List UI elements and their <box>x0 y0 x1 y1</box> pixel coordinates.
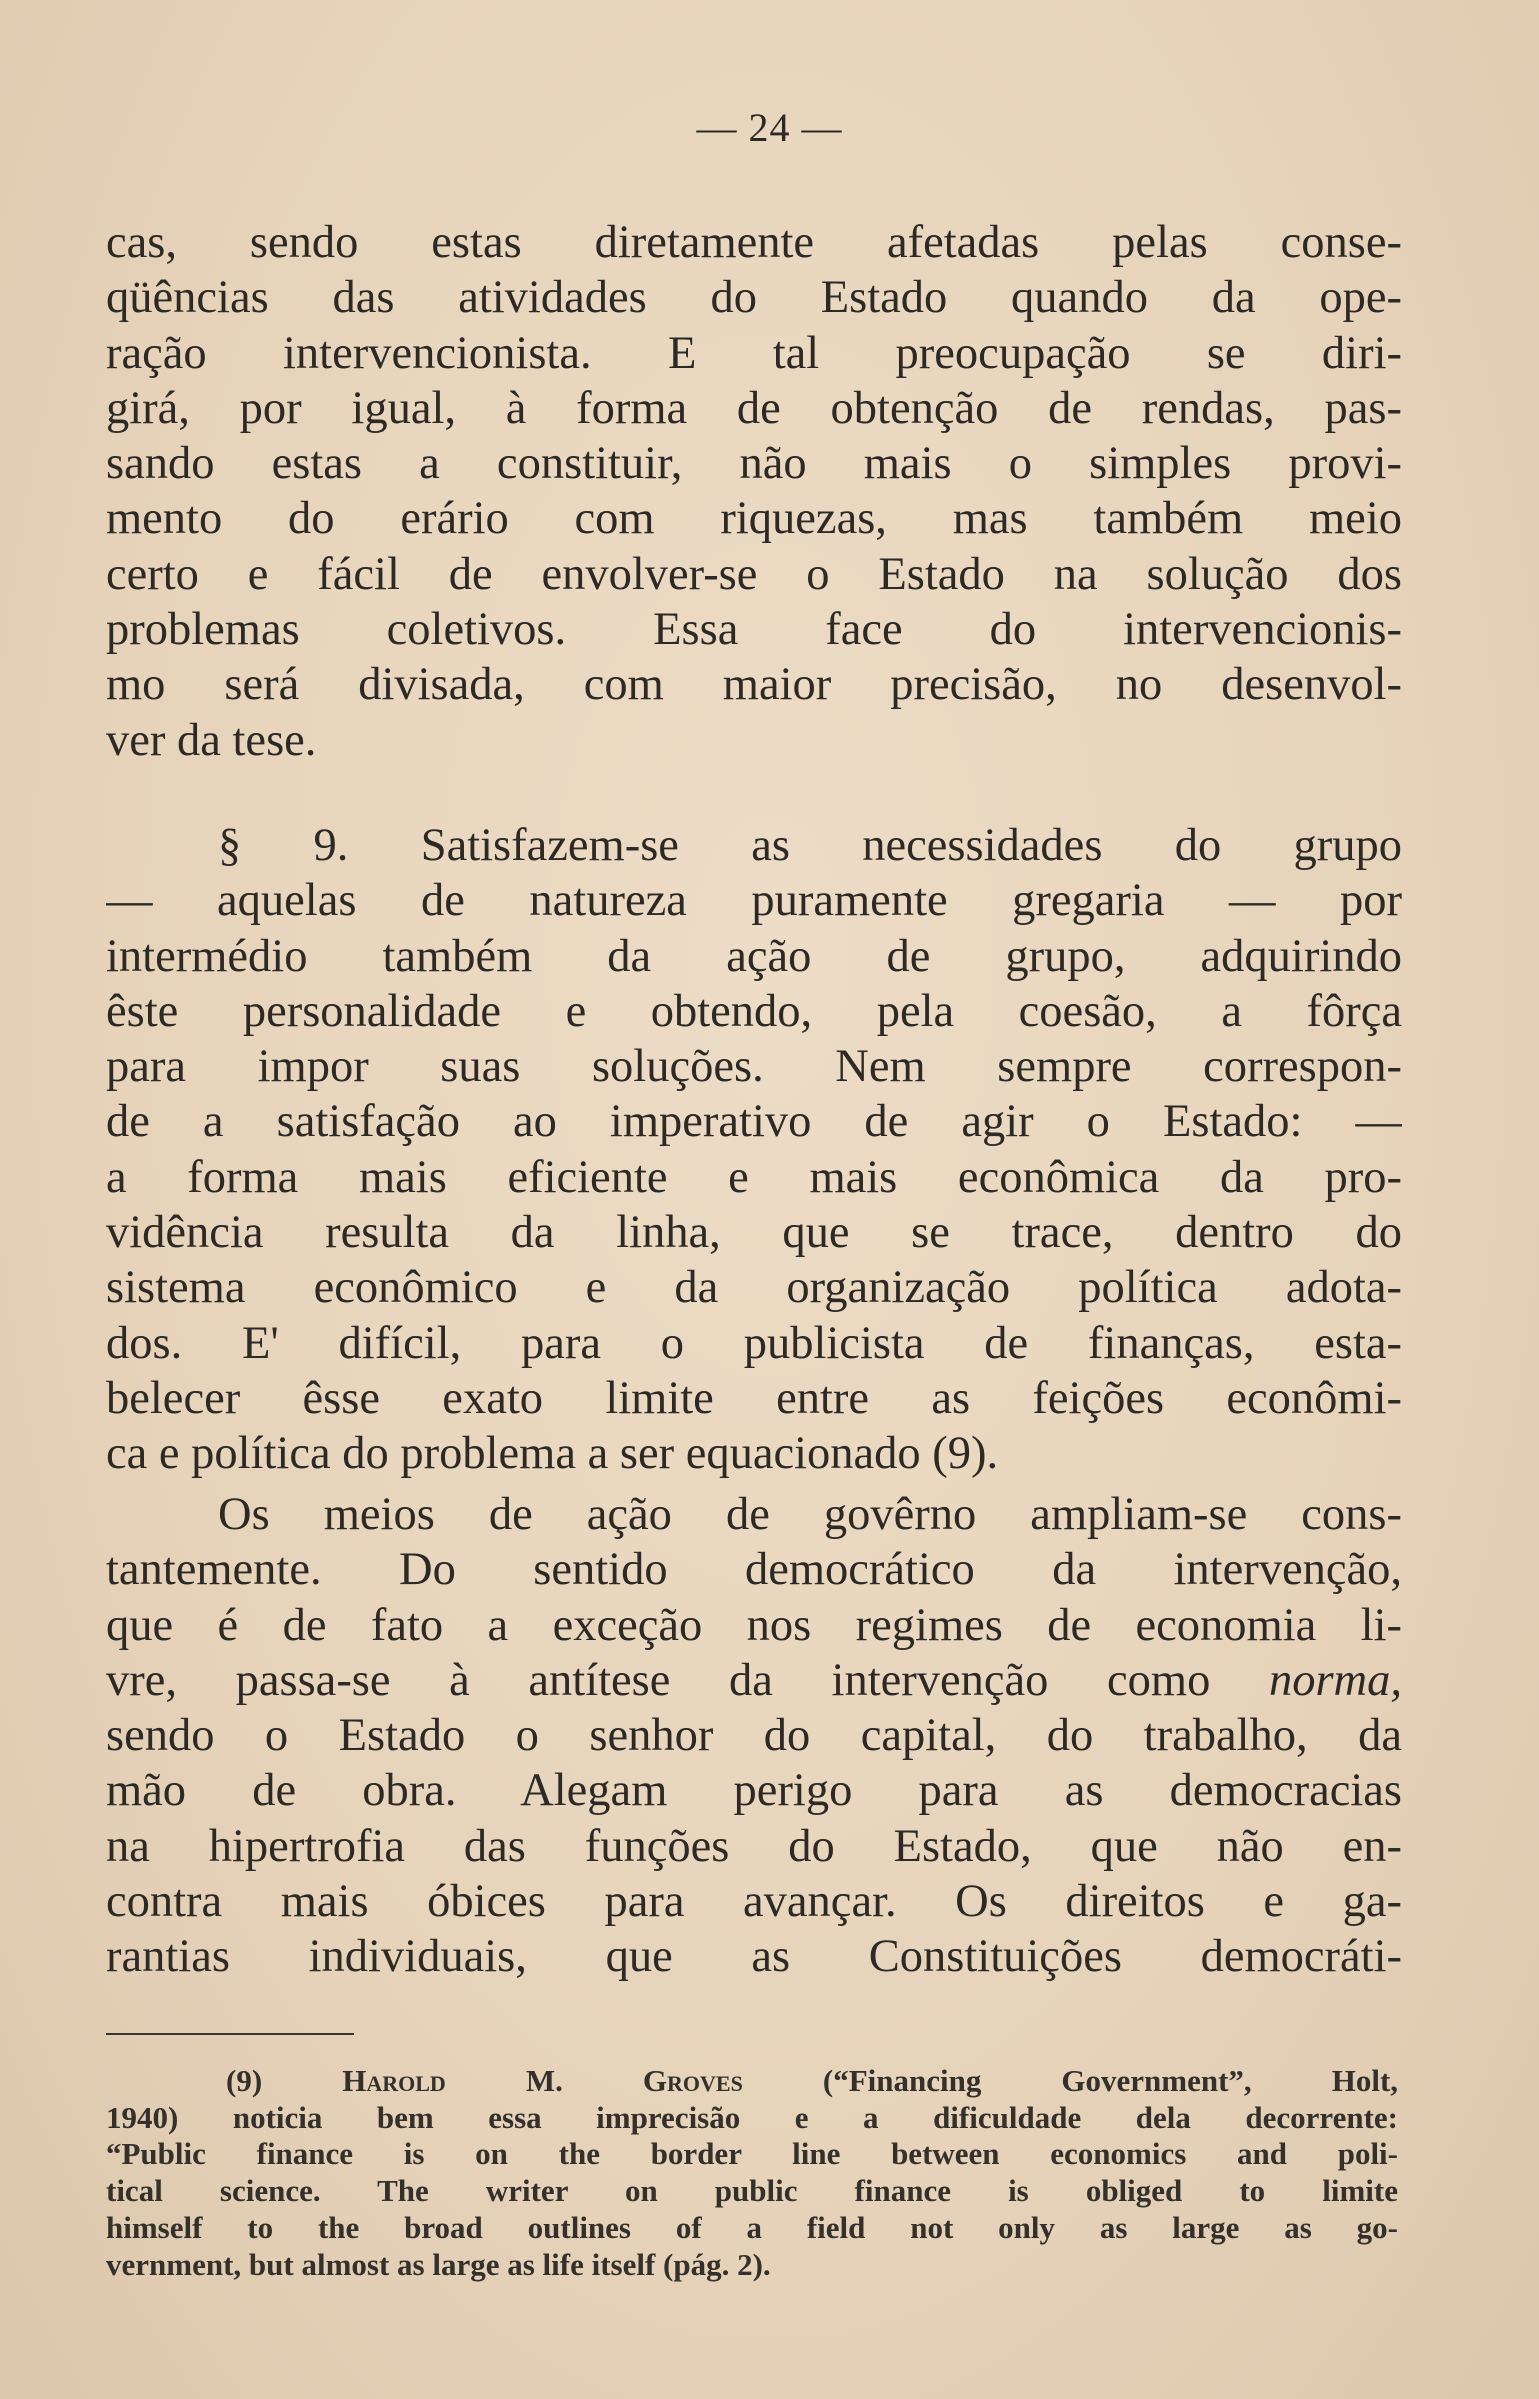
footnote-citation: (“Financing Government”, Holt, <box>822 2063 1398 2098</box>
footnote-line: himself to the broad outlines of a field not only as large as go- <box>106 2209 1398 2245</box>
text-line: intermédio também da ação de grupo, adquirindo <box>106 930 1402 982</box>
text-line: mo será divisada, com maior precisão, no desenvol- <box>106 659 1402 711</box>
text-line: girá, por igual, à forma de obtenção de rendas, pas- <box>106 382 1402 434</box>
section-9-paragraph <box>106 818 1402 1482</box>
footnote-first-line <box>106 2063 1398 2100</box>
text-line: a forma mais eficiente e mais econômica da pro- <box>106 1151 1402 1203</box>
text-line: sendo o Estado o senhor do capital, do trabalho, da <box>106 1710 1402 1762</box>
text-line: êste personalidade e obtendo, pela coesão, a fôrça <box>106 985 1402 1037</box>
text-segment: vre, passa-se à antítese da intervenção como <box>106 1654 1269 1706</box>
text-line: tantemente. Do sentido democrático da intervenção, <box>106 1544 1402 1596</box>
text-line: ca e política do problema a ser equacionado (9). <box>106 1428 999 1480</box>
text-line: problemas coletivos. Essa face do intervencionis- <box>106 604 1402 656</box>
text-line: qüências das atividades do Estado quando da ope- <box>106 272 1402 324</box>
text-line: na hipertrofia das funções do Estado, que não en- <box>106 1820 1402 1872</box>
footnote-author: Harold M. Groves <box>342 2063 743 2098</box>
footnote-line: 1940) noticia bem essa imprecisão e a dificuldade dela decorrente: <box>106 2099 1398 2135</box>
text-line: certo e fácil de envolver-se o Estado na solução dos <box>106 548 1402 600</box>
footnote-marker: (9) <box>226 2063 263 2098</box>
paragraph-means-of-government <box>106 1487 1402 1985</box>
text-line: para impor suas soluções. Nem sempre correspon- <box>106 1041 1402 1093</box>
text-line: contra mais óbices para avançar. Os direitos e ga- <box>106 1876 1402 1928</box>
text-line: sistema econômico e da organização política adota- <box>106 1262 1402 1314</box>
text-line: ver da tese. <box>106 714 317 766</box>
footnote-line: tical science. The writer on public finance is obliged to limite <box>106 2173 1398 2209</box>
text-line: sando estas a constituir, não mais o simples provi- <box>106 438 1402 490</box>
page-number: — 24 — <box>696 105 843 150</box>
text-line: cas, sendo estas diretamente afetadas pelas conse- <box>106 217 1402 268</box>
text-line: belecer êsse exato limite entre as feições econômi- <box>106 1372 1402 1424</box>
text-line: ração intervencionista. E tal preocupação se diri- <box>106 327 1402 379</box>
text-line: de a satisfação ao imperativo de agir o Estado: — <box>106 1096 1402 1148</box>
text-line: rantias individuais, que as Constituições democráti- <box>106 1931 1402 1983</box>
text-line: — aquelas de natureza puramente gregaria — por <box>106 875 1402 927</box>
emphasis-norma: norma, <box>1268 1654 1402 1706</box>
footnote-line: vernment, but almost as large as life itself (pág. 2). <box>106 2246 771 2282</box>
text-line-with-emphasis <box>106 1653 1402 1708</box>
footnote-divider <box>106 2033 354 2035</box>
text-line: mão de obra. Alegam perigo para as democracias <box>106 1765 1402 1817</box>
text-line: Os meios de ação de govêrno ampliam-se cons- <box>218 1489 1402 1540</box>
section-heading-line: § 9. Satisfazem-se as necessidades do grupo <box>218 820 1402 871</box>
footnote-9 <box>106 2063 1398 2283</box>
text-line: mento do erário com riquezas, mas também meio <box>106 493 1402 545</box>
text-line: dos. E' difícil, para o publicista de finanças, esta- <box>106 1317 1402 1369</box>
paragraph-continuation <box>106 215 1402 768</box>
text-line: que é de fato a exceção nos regimes de economia li- <box>106 1599 1402 1651</box>
footnote-line: “Public finance is on the border line between economics and poli- <box>106 2136 1398 2172</box>
text-line: vidência resulta da linha, que se trace, dentro do <box>106 1207 1402 1259</box>
